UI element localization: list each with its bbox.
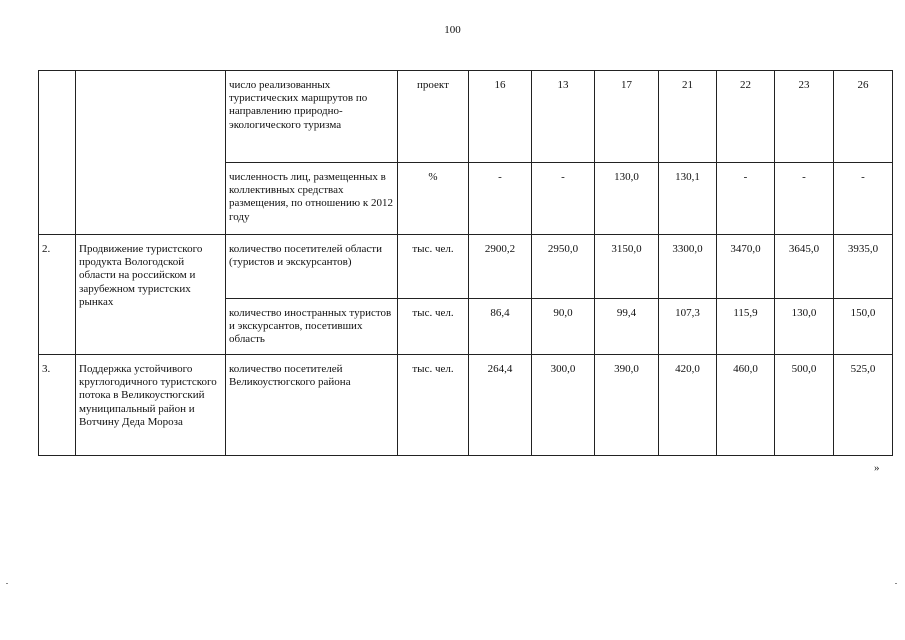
value-cell: 16 xyxy=(469,71,532,163)
indicator-cell: количество посетителей области (туристов и экскурсантов) xyxy=(226,235,398,299)
value-cell: 130,0 xyxy=(775,299,834,355)
value-cell: 460,0 xyxy=(717,355,775,456)
value-cell: 86,4 xyxy=(469,299,532,355)
value-cell: 3935,0 xyxy=(834,235,893,299)
unit-cell: % xyxy=(398,163,469,235)
scan-mark xyxy=(895,583,897,584)
task-name-cell xyxy=(76,71,226,235)
value-cell: - xyxy=(532,163,595,235)
value-cell: 525,0 xyxy=(834,355,893,456)
value-cell: 21 xyxy=(659,71,717,163)
value-cell: 99,4 xyxy=(595,299,659,355)
value-cell: 13 xyxy=(532,71,595,163)
indicator-cell: численность лиц, размещенных в коллективных средствах размещения, по отношению к 2012 году xyxy=(226,163,398,235)
value-cell: 264,4 xyxy=(469,355,532,456)
value-cell: 3645,0 xyxy=(775,235,834,299)
unit-cell: проект xyxy=(398,71,469,163)
value-cell: 22 xyxy=(717,71,775,163)
indicator-cell: количество иностранных туристов и экскурсантов, посетивших область xyxy=(226,299,398,355)
table-row xyxy=(39,71,893,163)
value-cell: 90,0 xyxy=(532,299,595,355)
value-cell: - xyxy=(834,163,893,235)
value-cell: 500,0 xyxy=(775,355,834,456)
unit-cell: тыс. чел. xyxy=(398,299,469,355)
task-index-cell: 3. xyxy=(39,355,76,456)
closing-quote: » xyxy=(874,462,880,474)
value-cell: 3300,0 xyxy=(659,235,717,299)
table-row xyxy=(39,355,893,456)
indicators-table xyxy=(38,70,893,456)
value-cell: 2900,2 xyxy=(469,235,532,299)
value-cell: 300,0 xyxy=(532,355,595,456)
value-cell: - xyxy=(775,163,834,235)
unit-cell: тыс. чел. xyxy=(398,355,469,456)
page-number: 100 xyxy=(444,24,461,36)
task-index-cell xyxy=(39,71,76,235)
value-cell: 2950,0 xyxy=(532,235,595,299)
task-name-cell: Продвижение туристского продукта Вологодской области на российском и зарубежном туристских рынках xyxy=(76,235,226,355)
value-cell: - xyxy=(717,163,775,235)
value-cell: 130,1 xyxy=(659,163,717,235)
task-index-cell: 2. xyxy=(39,235,76,355)
value-cell: 26 xyxy=(834,71,893,163)
value-cell: - xyxy=(469,163,532,235)
unit-cell: тыс. чел. xyxy=(398,235,469,299)
task-name-cell: Поддержка устойчивого круглогодичного туристского потока в Великоустюгский муниципальный район и Вотчину Деда Мороза xyxy=(76,355,226,456)
value-cell: 107,3 xyxy=(659,299,717,355)
table-row xyxy=(39,235,893,299)
scan-mark xyxy=(6,583,8,584)
value-cell: 3150,0 xyxy=(595,235,659,299)
value-cell: 115,9 xyxy=(717,299,775,355)
value-cell: 420,0 xyxy=(659,355,717,456)
indicator-cell: число реализованных туристических маршрутов по направлению природно-экологического туризма xyxy=(226,71,398,163)
value-cell: 23 xyxy=(775,71,834,163)
indicator-cell: количество посетителей Великоустюгского района xyxy=(226,355,398,456)
value-cell: 3470,0 xyxy=(717,235,775,299)
value-cell: 17 xyxy=(595,71,659,163)
value-cell: 130,0 xyxy=(595,163,659,235)
value-cell: 390,0 xyxy=(595,355,659,456)
value-cell: 150,0 xyxy=(834,299,893,355)
